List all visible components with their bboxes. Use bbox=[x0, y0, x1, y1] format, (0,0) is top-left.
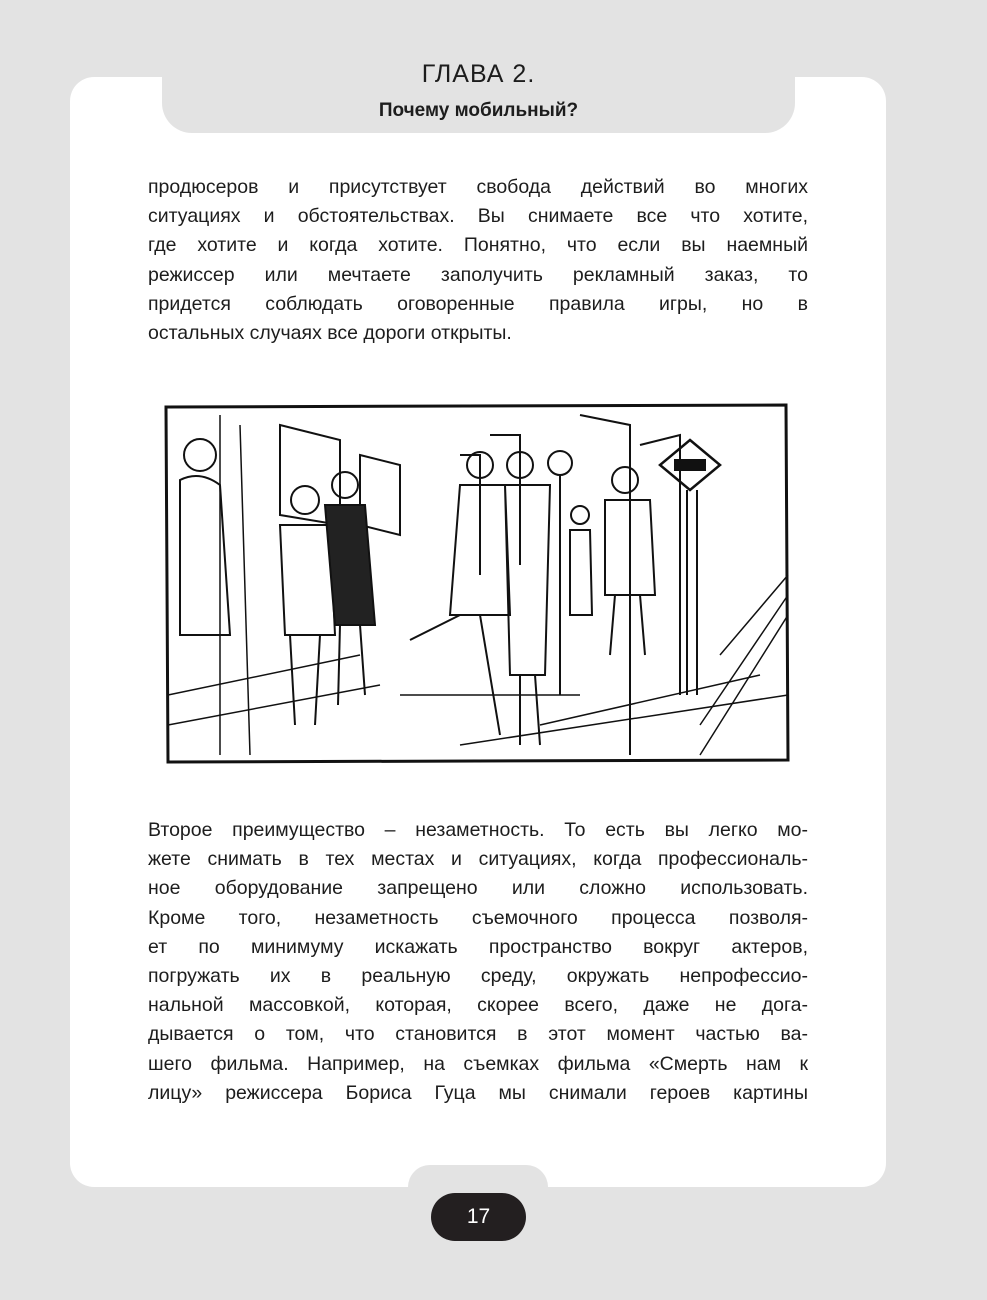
text-line: шего фильма. Например, на съемках фильма «Смерть нам к bbox=[148, 1052, 808, 1075]
text-line: Второе преимущество – незаметность. То есть вы легко мо- bbox=[148, 819, 808, 841]
page-number: 17 bbox=[431, 1193, 526, 1241]
text-line: режиссер или мечтаете заполучить рекламный заказ, то bbox=[148, 263, 808, 286]
text-line: продюсеров и присутствует свобода действий во многих bbox=[148, 176, 808, 198]
text-line: ситуациях и обстоятельствах. Вы снимаете все что хотите, bbox=[148, 205, 808, 228]
text-line: дывается о том, что становится в этот момент частью ва- bbox=[148, 1023, 808, 1046]
text-line: лицу» режиссера Бориса Гуца мы снимали героев картины bbox=[148, 1081, 808, 1104]
text-line: остальных случаях все дороги открыты. bbox=[148, 321, 512, 344]
text-line: где хотите и когда хотите. Понятно, что если вы наемный bbox=[148, 234, 808, 257]
text-line: придется соблюдать оговоренные правила игры, но в bbox=[148, 292, 808, 315]
chapter-title: Почему мобильный? bbox=[378, 100, 579, 121]
text-line: ет по минимуму искажать пространство вокруг актеров, bbox=[148, 935, 808, 958]
text-line: погружать их в реальную среду, окружать непрофессио- bbox=[148, 964, 808, 987]
text-line: жете снимать в тех местах и ситуациях, когда профессиональ- bbox=[148, 848, 808, 871]
text-line: Кроме того, незаметность съемочного процесса позволя- bbox=[148, 906, 808, 929]
text-line: ное оборудование запрещено или сложно использовать. bbox=[148, 877, 808, 900]
paragraph-2 bbox=[148, 816, 808, 1108]
paragraph-1 bbox=[148, 173, 808, 348]
text-line: нальной массовкой, которая, скорее всего, даже не дога- bbox=[148, 994, 808, 1017]
chapter-number: ГЛАВА 2. bbox=[421, 60, 536, 88]
street-scene-illustration bbox=[160, 395, 792, 770]
